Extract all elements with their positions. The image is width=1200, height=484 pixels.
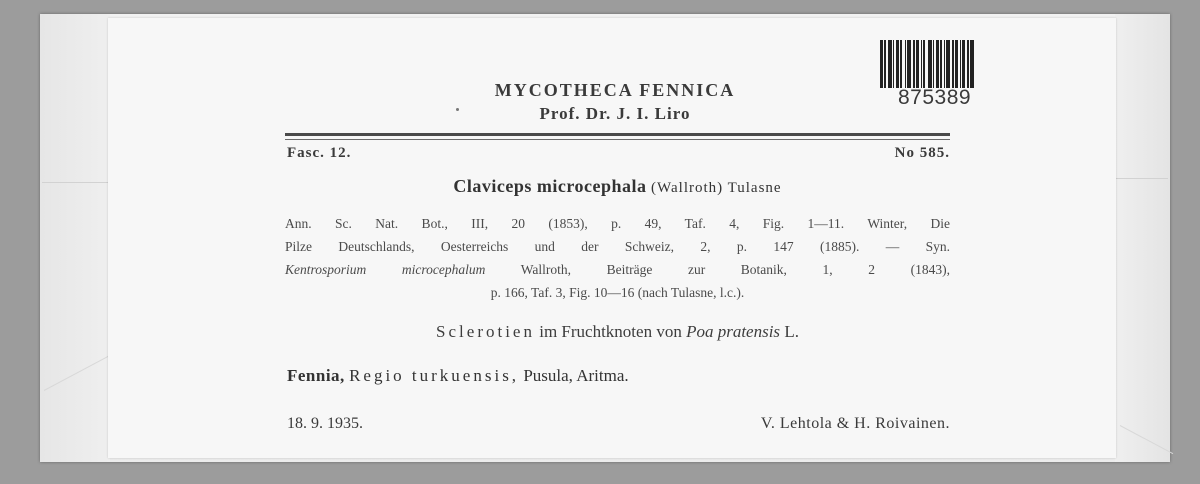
reference-line: Ann. Sc. Nat. Bot., III, 20 (1853), p. 49, Taf. 4, Fig. 1—11. Winter, Die <box>285 216 950 231</box>
species-name: Claviceps microcephala <box>453 176 647 196</box>
divider <box>285 139 950 140</box>
reference-line <box>285 258 950 281</box>
reference-line: Pilze Deutschlands, Oesterreichs und der Schweiz, 2, p. 147 (1885). — Syn. <box>285 239 950 254</box>
host-author: L. <box>784 322 799 341</box>
fold-line <box>42 182 108 183</box>
species-heading <box>285 176 950 197</box>
synonym-citation: Wallroth, Beiträge zur Botanik, 1, 2 (1843), <box>520 262 950 277</box>
country: Fennia, <box>287 366 345 385</box>
barcode-number: 875389 <box>898 86 972 109</box>
host-name: Poa pratensis <box>686 322 781 341</box>
locality-line <box>287 366 629 386</box>
collection-title: MYCOTHECA FENNICA <box>494 80 736 100</box>
synonym-name: Kentrosporium microcephalum <box>285 262 486 277</box>
references-block <box>285 212 950 304</box>
substrate-prefix: Sclerotien <box>436 322 535 341</box>
divider <box>285 133 950 136</box>
speck <box>456 108 459 111</box>
packet-flap-right <box>1115 14 1170 462</box>
substrate-middle: im Fruchtknoten von <box>539 322 682 341</box>
region: Regio turkuensis, <box>349 366 520 385</box>
collection-date: 18. 9. 1935. <box>287 415 363 432</box>
barcode-icon <box>880 40 1000 88</box>
fold-line <box>1116 178 1168 179</box>
packet-flap-left <box>40 14 110 462</box>
place: Pusula, Aritma. <box>523 366 629 385</box>
collection-editor: Prof. Dr. J. I. Liro <box>539 104 691 123</box>
specimen-number: No 585. <box>894 145 950 161</box>
collectors: V. Lehtola & H. Roivainen. <box>760 415 950 432</box>
fascicle-label: Fasc. 12. <box>287 145 352 161</box>
substrate-line <box>285 322 950 342</box>
reference-line: p. 166, Taf. 3, Fig. 10—16 (nach Tulasne, l.c.). <box>490 285 745 300</box>
species-authority: (Wallroth) Tulasne <box>651 180 782 196</box>
